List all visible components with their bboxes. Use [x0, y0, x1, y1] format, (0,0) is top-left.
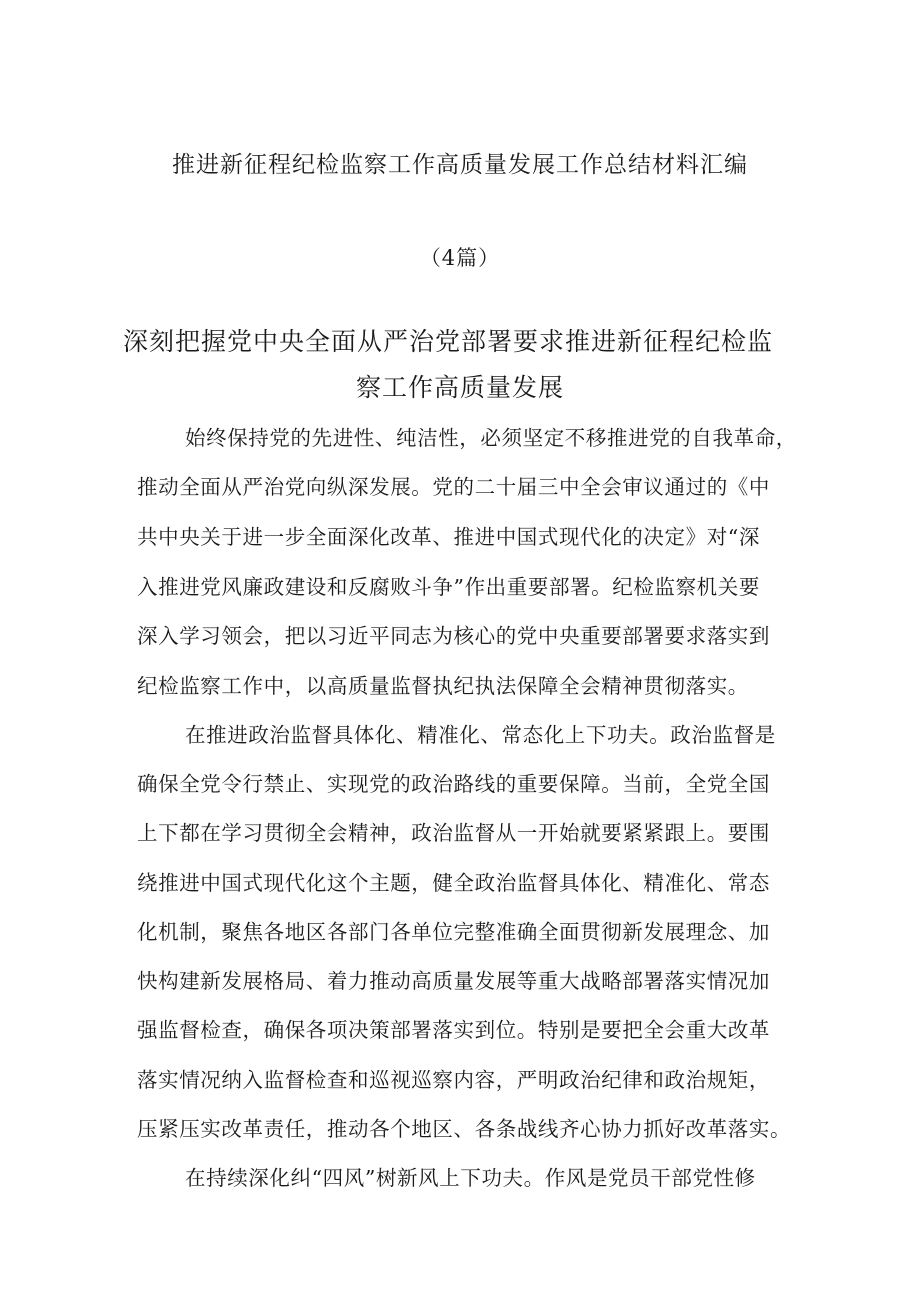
- paragraph-line: 落实情况纳入监督检查和巡视巡察内容，严明政治纪律和政治规矩，: [137, 1068, 770, 1092]
- paragraph-line: 绕推进中国式现代化这个主题，健全政治监督具体化、精准化、常态: [137, 871, 770, 895]
- document-title: 推进新征程纪检监察工作高质量发展工作总结材料汇编: [172, 152, 748, 178]
- paragraph-line: 确保全党令行禁止、实现党的政治路线的重要保障。当前，全党全国: [137, 772, 770, 796]
- paragraph-line: 入推进党风廉政建设和反腐败斗争”作出重要部署。纪检监察机关要: [137, 575, 760, 599]
- paragraph-line: 上下都在学习贯彻全会精神，政治监督从一开始就要紧紧跟上。要围: [137, 821, 770, 845]
- paragraph-line: 纪检监察工作中，以高质量监督执纪执法保障全会精神贯彻落实。: [137, 674, 749, 698]
- paragraph-line: 始终保持党的先进性、纯洁性，必须坚定不移推进党的自我革命，: [185, 426, 797, 450]
- paragraph-line: 深入学习领会，把以习近平同志为核心的党中央重要部署要求落实到: [137, 624, 770, 648]
- section-heading-line-1: 深刻把握党中央全面从严治党部署要求推进新征程纪检监: [122, 327, 773, 356]
- section-heading-line-2: 察工作高质量发展: [355, 373, 564, 402]
- paragraph-line: 在持续深化纠“四风”树新风上下功夫。作风是党员干部党性修: [185, 1166, 756, 1190]
- document-subtitle: （4篇）: [419, 246, 501, 270]
- paragraph-line: 强监督检查，确保各项决策部署落实到位。特别是要把全会重大改革: [137, 1018, 770, 1042]
- paragraph-line: 共中央关于进一步全面深化改革、推进中国式现代化的决定》对“深: [137, 525, 760, 549]
- paragraph-line: 化机制，聚焦各地区各部门各单位完整准确全面贯彻新发展理念、加: [137, 920, 770, 944]
- paragraph-line: 快构建新发展格局、着力推动高质量发展等重大战略部署落实情况加: [137, 969, 770, 993]
- paragraph-line: 在推进政治监督具体化、精准化、常态化上下功夫。政治监督是: [185, 723, 776, 747]
- paragraph-line: 推动全面从严治党向纵深发展。党的二十届三中全会审议通过的《中: [137, 475, 770, 499]
- paragraph-line: 压紧压实改革责任，推动各个地区、各条战线齐心协力抓好改革落实。: [137, 1117, 792, 1141]
